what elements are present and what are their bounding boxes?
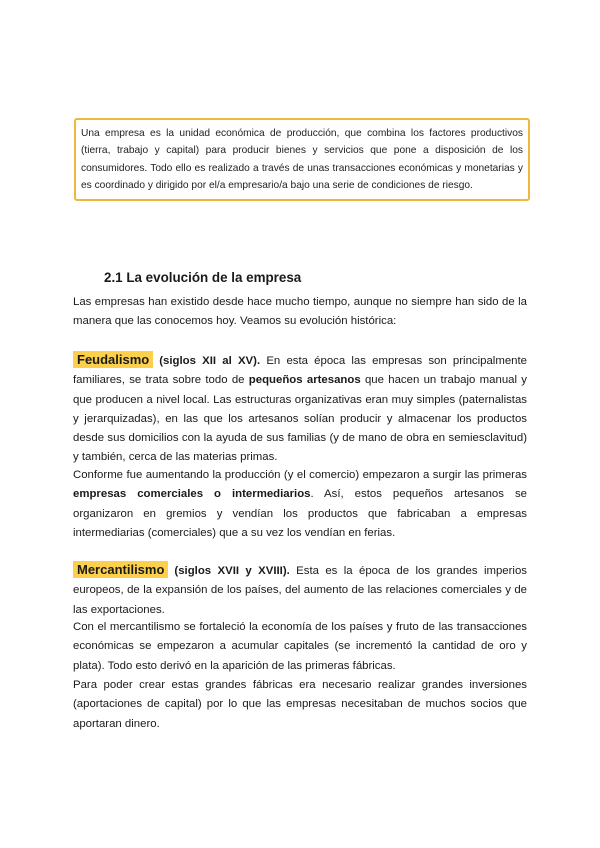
intro-paragraph: Las empresas han existido desde hace mucho tiempo, aunque no siempre han sido de la manera que las conocemos hoy. Veamos su evolución histórica:: [73, 296, 527, 328]
comercio-paragraph: [73, 466, 527, 543]
feudalismo-period: (siglos XII al XV).: [159, 355, 261, 367]
feudalismo-text-b: que hacen un trabajo manual y que producen a nivel local. Las estructuras organizativas eran muy simples (paternalistas y jerarquizadas), en las que los artesanos solían producir y almacenar los productos desde sus domicilios con la ayuda de sus familias (y de mano de obra en semiesclavitud) y también, cerca de las materias primas.: [73, 374, 527, 464]
feudalismo-heading: Feudalismo: [73, 351, 153, 368]
inversiones-paragraph: Para poder crear estas grandes fábricas era necesario realizar grandes inversiones (aportaciones de capital) por lo que las empresas necesitaban de muchos socios que aportaran dinero.: [73, 679, 527, 730]
feudalismo-text-a: En esta época las empresas son principalmente familiares, se trata sobre todo de: [73, 355, 527, 387]
definition-callout: [74, 118, 530, 201]
comercio-text-a: Conforme fue aumentando la producción (y el comercio) empezaron a surgir las primeras: [73, 469, 527, 481]
mercantilismo-text-a: Esta es la época de los grandes imperios europeos, de la expansión de los países, del aumento de las relaciones comerciales y de las exportaciones.: [73, 565, 527, 616]
comercio-text-b: . Así, estos pequeños artesanos se organizaron en gremios y vendían los productos que fabricaban a empresas intermediarias (comerciales) que a su vez los vendían en ferias.: [73, 488, 527, 539]
mercantilismo-heading: Mercantilismo: [73, 561, 168, 578]
definition-text: Una empresa es la unidad económica de producción, que combina los factores productivos (tierra, trabajo y capital) para producir bienes y servicios que pone a disposición de los consumidores. Todo ello es realizado a través de unas transacciones económicas y monetarias y es coordinado y dirigido por el/a empresario/a bajo una serie de condiciones de riesgo.: [81, 128, 523, 191]
feudalismo-bold-artesanos: pequeños artesanos: [248, 374, 361, 387]
mercantilismo-paragraph: [73, 560, 527, 620]
section-title: 2.1 La evolución de la empresa: [104, 270, 302, 285]
mercantilismo-paragraph-2: Con el mercantilismo se fortaleció la economía de los países y fruto de las transacciones económicas se empezaron a acumular capitales (se incrementó la cantidad de oro y plata). Todo esto derivó en la aparición de las primeras fábricas.: [73, 621, 527, 672]
comercio-bold-intermediarios: empresas comerciales o intermediarios: [73, 488, 311, 501]
feudalismo-paragraph: [73, 350, 527, 468]
mercantilismo-period: (siglos XVII y XVIII).: [174, 565, 290, 577]
